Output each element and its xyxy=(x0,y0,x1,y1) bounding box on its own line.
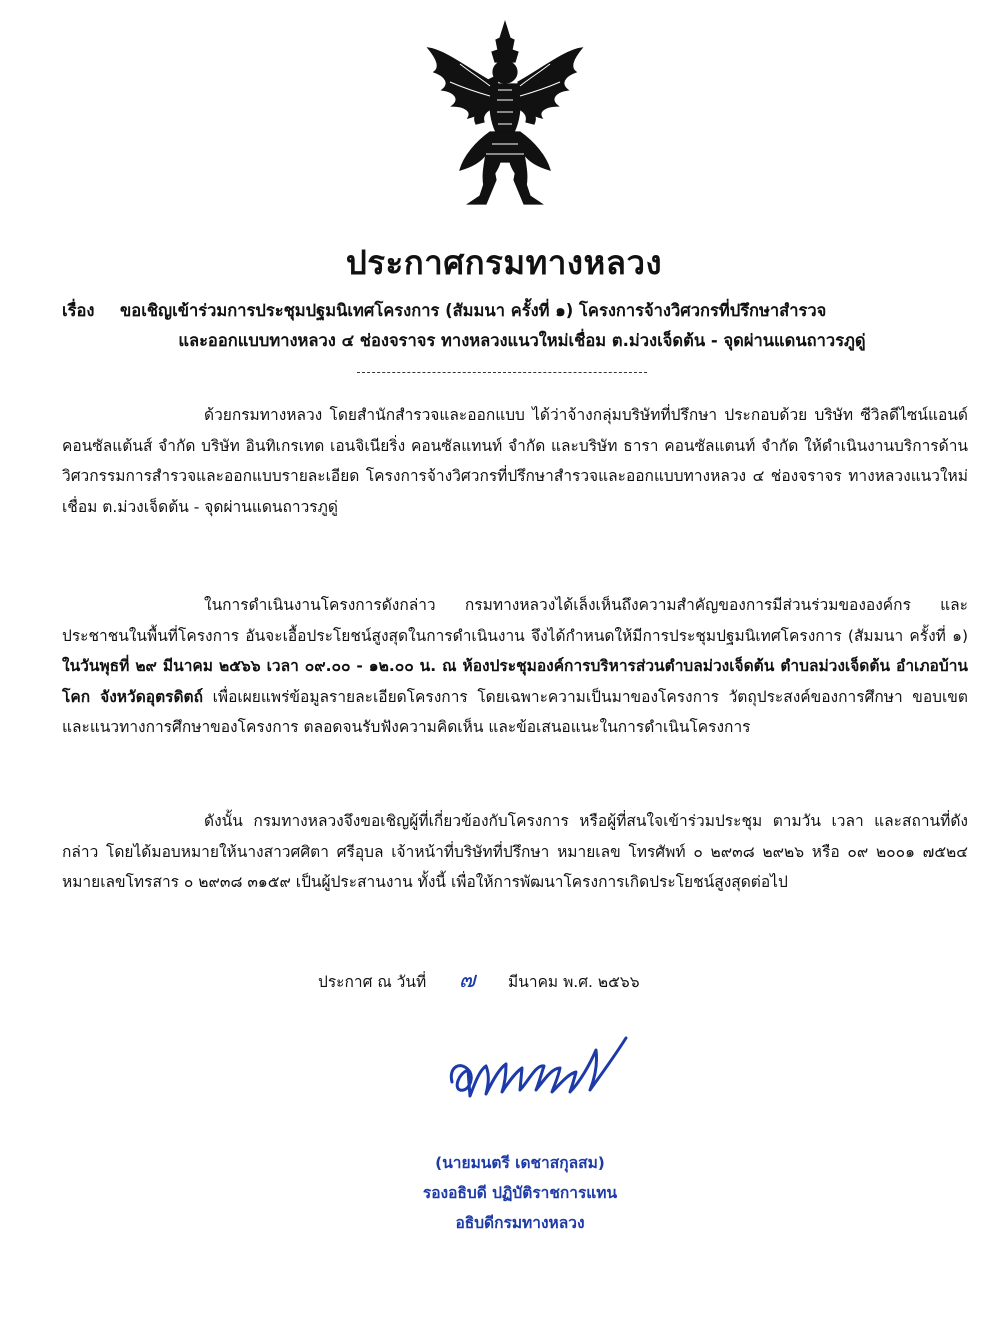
paragraph-2-purpose: เพื่อเผยแพร่ข้อมูลรายละเอียดโครงการ โดยเฉพาะความเป็นมาของโครงการ วัตถุประสงค์ของการศึกษา ขอบเขต และแนวทางการศึกษาของโครงการ ตลอดจนรับฟังความคิดเห็น และข้อเสนอแนะในการดำเนินโครงการ xyxy=(62,687,968,736)
subject-label: เรื่อง xyxy=(62,301,95,320)
signer-name: (นายมนตรี เดชาสกุลสม) xyxy=(435,1154,605,1172)
announcement-date xyxy=(318,966,778,997)
page-title: ประกาศกรมทางหลวง xyxy=(345,243,663,282)
paragraph-2-intro: ในการดำเนินงานโครงการดังกล่าว กรมทางหลวงได้เล็งเห็นถึงความสำคัญของการมีส่วนร่วมขององค์กร และประชาชนในพื้นที่โครงการ อันจะเอื้อประโยชน์สูงสุดในการดำเนินงาน จึงได้กำหนดให้มีการประชุมปฐมนิเทศโครงการ (สัมมนา ครั้งที่ ๑) xyxy=(62,596,968,645)
signer-block xyxy=(380,1148,660,1238)
subject-line-1: ขอเชิญเข้าร่วมการประชุมปฐมนิเทศโครงการ (สัมมนา ครั้งที่ ๑) โครงการจ้างวิศวกรที่ปรึกษาสำรวจ xyxy=(120,301,827,320)
signer-organization: อธิบดีกรมทางหลวง xyxy=(455,1214,585,1232)
signer-position: รองอธิบดี ปฏิบัติราชการแทน xyxy=(422,1184,618,1202)
meeting-date-location: ในวันพุธที่ ๒๙ มีนาคม ๒๕๖๖ เวลา ๐๙.๐๐ - ๑๒.๐๐ น. ณ ห้องประชุมองค์การบริหารส่วนตำบลม่วงเจ็ดต้น ตำบลม่วงเจ็ดต้น อำเภอบ้านโคก จังหวัดอุตรดิตถ์ xyxy=(62,657,968,706)
announce-day: ๗ xyxy=(458,968,476,993)
announce-month-year: มีนาคม พ.ศ. ๒๕๖๖ xyxy=(508,973,640,991)
garuda-emblem-icon xyxy=(420,20,590,210)
divider-line xyxy=(357,372,647,373)
body-paragraph-2 xyxy=(62,590,968,743)
handwritten-signature-icon xyxy=(440,1030,640,1110)
subject-line-2: และออกแบบทางหลวง ๔ ช่องจราจร ทางหลวงแนวใหม่เชื่อม ต.ม่วงเจ็ดต้น - จุดผ่านแดนถาวรภูดู่ xyxy=(178,331,866,350)
body-paragraph-1: ด้วยกรมทางหลวง โดยสำนักสำรวจและออกแบบ ได้ว่าจ้างกลุ่มบริษัทที่ปรึกษา ประกอบด้วย บริษัท ซีวิลดีไซน์แอนด์คอนซัลแต้นส์ จำกัด บริษัท อินทิเกรเทด เอนจิเนียริ่ง คอนซัลแทนท์ จำกัด และบริษัท ธารา คอนซัลแตนท์ จำกัด ให้ดำเนินงานบริการด้านวิศวกรรมการสำรวจและออกแบบรายละเอียด โครงการจ้างวิศวกรที่ปรึกษาสำรวจและออกแบบทางหลวง ๔ ช่องจราจร ทางหลวงแนวใหม่เชื่อม ต.ม่วงเจ็ดต้น - จุดผ่านแดนถาวรภูดู่ xyxy=(62,406,968,516)
announce-prefix: ประกาศ ณ วันที่ xyxy=(318,973,427,991)
body-paragraph-3: ดังนั้น กรมทางหลวงจึงขอเชิญผู้ที่เกี่ยวข้องกับโครงการ หรือผู้ที่สนใจเข้าร่วมประชุม ตามวัน เวลา และสถานที่ดังกล่าว โดยได้มอบหมายให้นางสาวศศิตา ศรีอุบล เจ้าหน้าที่บริษัทที่ปรึกษา หมายเลข โทรศัพท์ ๐ ๒๙๓๘ ๒๙๒๖ หรือ ๐๙ ๒๐๐๑ ๗๕๒๔ หมายเลขโทรสาร ๐ ๒๙๓๘ ๓๑๕๙ เป็นผู้ประสานงาน ทั้งนี้ เพื่อให้การพัฒนาโครงการเกิดประโยชน์สูงสุดต่อไป xyxy=(62,812,968,891)
subject-block xyxy=(62,296,972,356)
